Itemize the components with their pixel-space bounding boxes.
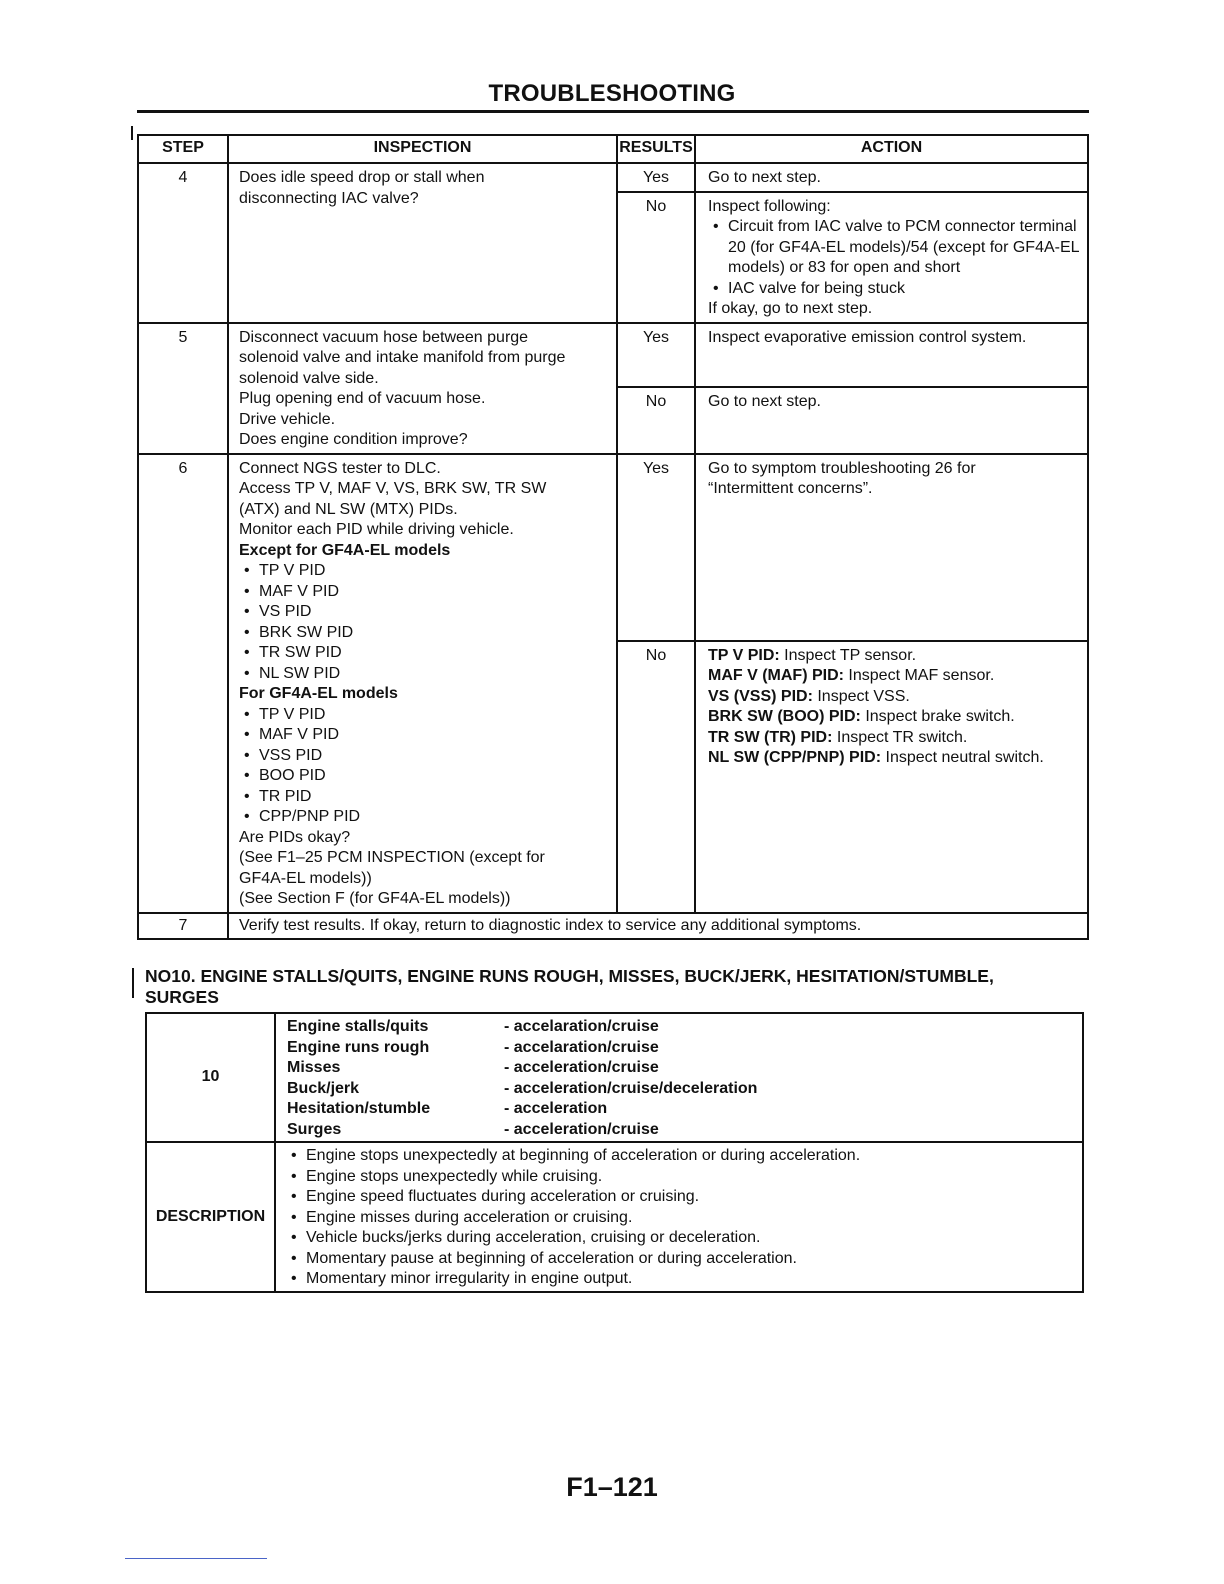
symptom-name: Buck/jerk: [287, 1079, 360, 1097]
symptom-row: [287, 1058, 1074, 1079]
result-no: No: [617, 387, 695, 454]
header-results: RESULTS: [617, 135, 695, 163]
list-item: • CPP/PNP PID: [239, 807, 610, 828]
action-bullet-list: [708, 217, 1081, 299]
list-item: • Circuit from IAC valve to PCM connector terminal 20 (for GF4A-EL models)/54 (except for GF4A-EL models) or 83 for open and short: [708, 217, 1081, 279]
list-item: • Engine speed fluctuates during acceleration or cruising.: [286, 1187, 1074, 1208]
action-line: Go to symptom troubleshooting 26 for: [708, 459, 976, 477]
pid-action: Inspect MAF sensor.: [843, 667, 995, 684]
step-number: 4: [138, 163, 228, 323]
table-row: [138, 913, 1088, 940]
table-row: [138, 454, 1088, 641]
list-item: • IAC valve for being stuck: [708, 279, 1081, 300]
pid-action: Inspect TP sensor.: [779, 646, 917, 664]
list-item: • MAF V PID: [239, 582, 610, 603]
symptom-number: 10: [146, 1013, 275, 1142]
description-cell: [275, 1142, 1083, 1292]
list-item: • TR SW PID: [239, 643, 610, 664]
list-item: • Momentary pause at beginning of acceleration or during acceleration.: [286, 1249, 1074, 1270]
symptom-row: [287, 1038, 1074, 1059]
inspection-line: Monitor each PID while driving vehicle.: [239, 521, 514, 538]
pid-label: MAF V (MAF) PID:: [708, 667, 844, 684]
inspection-line: Disconnect vacuum hose between purge: [239, 328, 529, 346]
inspection-line: Does idle speed drop or stall when: [239, 169, 485, 186]
symptom-row: [287, 1017, 1074, 1038]
pid-action: Inspect neutral switch.: [881, 749, 1044, 766]
footer-rule: [125, 1558, 267, 1559]
inspection-line: GF4A-EL models)): [239, 869, 372, 887]
action-line: “Intermittent concerns”.: [708, 480, 873, 497]
action-cell: [695, 454, 1088, 641]
pid-label: NL SW (CPP/PNP) PID:: [708, 749, 882, 766]
action-intro: Inspect following:: [708, 197, 831, 215]
inspection-line: solenoid valve and intake manifold from purge: [239, 349, 566, 366]
table-row: [138, 163, 1088, 192]
list-item: • TR PID: [239, 787, 610, 808]
section-heading-line: SURGES: [145, 987, 219, 1007]
pid-label: TP V PID:: [708, 646, 780, 664]
revision-bar: [131, 126, 133, 140]
description-list: [286, 1146, 1074, 1290]
list-item: • Engine stops unexpectedly at beginning of acceleration or during acceleration.: [286, 1146, 1074, 1167]
troubleshooting-table: [137, 134, 1089, 940]
inspection-cell: [228, 163, 617, 323]
subheading-for: For GF4A-EL models: [239, 685, 398, 702]
result-yes: Yes: [617, 323, 695, 387]
pid-action: Inspect VSS.: [812, 687, 910, 705]
list-item: • VS PID: [239, 602, 610, 623]
pid-action: Inspect TR switch.: [832, 728, 968, 746]
result-yes: Yes: [617, 163, 695, 192]
action-line: [708, 748, 1081, 769]
inspection-cell: [228, 323, 617, 454]
inspection-cell: Verify test results. If okay, return to diagnostic index to service any additional symptoms.: [228, 913, 1088, 940]
list-item: • BRK SW PID: [239, 623, 610, 644]
symptom-name: Misses: [287, 1059, 341, 1076]
revision-bar: [132, 968, 134, 998]
list-item: • NL SW PID: [239, 664, 610, 685]
pid-label: VS (VSS) PID:: [708, 687, 813, 705]
header-step: STEP: [138, 135, 228, 163]
symptom-list: [275, 1013, 1083, 1142]
list-item: • Momentary minor irregularity in engine output.: [286, 1269, 1074, 1290]
table-row: [138, 323, 1088, 387]
symptom-row: [287, 1079, 1074, 1100]
list-item: • MAF V PID: [239, 725, 610, 746]
list-item: • BOO PID: [239, 766, 610, 787]
inspection-line: (See Section F (for GF4A-EL models)): [239, 890, 511, 907]
description-label: DESCRIPTION: [146, 1142, 275, 1292]
section-heading-line: NO10. ENGINE STALLS/QUITS, ENGINE RUNS ROUGH, MISSES, BUCK/JERK, HESITATION/STUMBLE,: [145, 966, 994, 986]
inspection-line: (See F1–25 PCM INSPECTION (except for: [239, 849, 545, 866]
symptom-condition: - accelaration/cruise: [504, 1038, 659, 1056]
pid-label: BRK SW (BOO) PID:: [708, 708, 861, 725]
pid-action: Inspect brake switch.: [860, 708, 1015, 725]
symptom-condition: - acceleration/cruise: [504, 1120, 659, 1138]
section-heading: [145, 966, 1065, 1008]
action-cell: Inspect evaporative emission control system.: [695, 323, 1088, 387]
list-item: • TP V PID: [239, 561, 610, 582]
symptom-condition: - acceleration/cruise: [504, 1059, 659, 1076]
result-yes: Yes: [617, 454, 695, 641]
list-item: • Engine stops unexpectedly while cruising.: [286, 1167, 1074, 1188]
pid-label: TR SW (TR) PID:: [708, 728, 833, 746]
symptom-name: Hesitation/stumble: [287, 1100, 431, 1117]
list-item: • TP V PID: [239, 705, 610, 726]
action-cell: Go to next step.: [695, 387, 1088, 454]
title-rule: [137, 110, 1089, 113]
step-number: 6: [138, 454, 228, 913]
inspection-line: Access TP V, MAF V, VS, BRK SW, TR SW: [239, 480, 547, 497]
action-outro: If okay, go to next step.: [708, 300, 873, 317]
inspection-line: Connect NGS tester to DLC.: [239, 459, 441, 477]
list-item: • VSS PID: [239, 746, 610, 767]
action-cell: [695, 192, 1088, 323]
step-number: 5: [138, 323, 228, 454]
inspection-line: disconnecting IAC valve?: [239, 189, 419, 207]
list-item: • Vehicle bucks/jerks during acceleration, cruising or deceleration.: [286, 1228, 1074, 1249]
symptom-row: [287, 1099, 1074, 1120]
header-inspection: INSPECTION: [228, 135, 617, 163]
action-line: [708, 707, 1081, 728]
symptom-row: [287, 1120, 1074, 1141]
inspection-cell: [228, 454, 617, 913]
inspection-line: Plug opening end of vacuum hose.: [239, 390, 486, 407]
symptom-name: Engine stalls/quits: [287, 1018, 429, 1035]
symptom-condition: - accelaration/cruise: [504, 1018, 659, 1035]
symptom-condition: - acceleration: [504, 1100, 608, 1117]
symptom-name: Surges: [287, 1120, 342, 1138]
pid-list: [239, 705, 610, 828]
inspection-line: Drive vehicle.: [239, 410, 336, 428]
list-item: • Engine misses during acceleration or cruising.: [286, 1208, 1074, 1229]
subheading-except: Except for GF4A-EL models: [239, 541, 451, 559]
pid-list: [239, 561, 610, 684]
result-no: No: [617, 192, 695, 323]
page-title: TROUBLESHOOTING: [488, 80, 736, 107]
symptom-name: Engine runs rough: [287, 1038, 430, 1056]
header-action: ACTION: [695, 135, 1088, 163]
inspection-line: solenoid valve side.: [239, 369, 379, 387]
page-number: F1–121: [566, 1472, 658, 1502]
action-cell: [695, 641, 1088, 913]
inspection-line: (ATX) and NL SW (MTX) PIDs.: [239, 500, 458, 518]
action-cell: Go to next step.: [695, 163, 1088, 192]
symptom-condition: - acceleration/cruise/deceleration: [504, 1079, 758, 1097]
inspection-line: Are PIDs okay?: [239, 828, 351, 846]
action-line: [708, 666, 1081, 687]
table-header-row: [138, 135, 1088, 163]
step-number: 7: [138, 913, 228, 940]
inspection-line: Does engine condition improve?: [239, 431, 468, 448]
result-no: No: [617, 641, 695, 913]
table-row: [146, 1013, 1083, 1142]
symptom-table: [145, 1012, 1084, 1293]
action-line: [708, 728, 1081, 749]
table-row: [146, 1142, 1083, 1292]
action-line: [708, 646, 1081, 667]
action-line: [708, 687, 1081, 708]
